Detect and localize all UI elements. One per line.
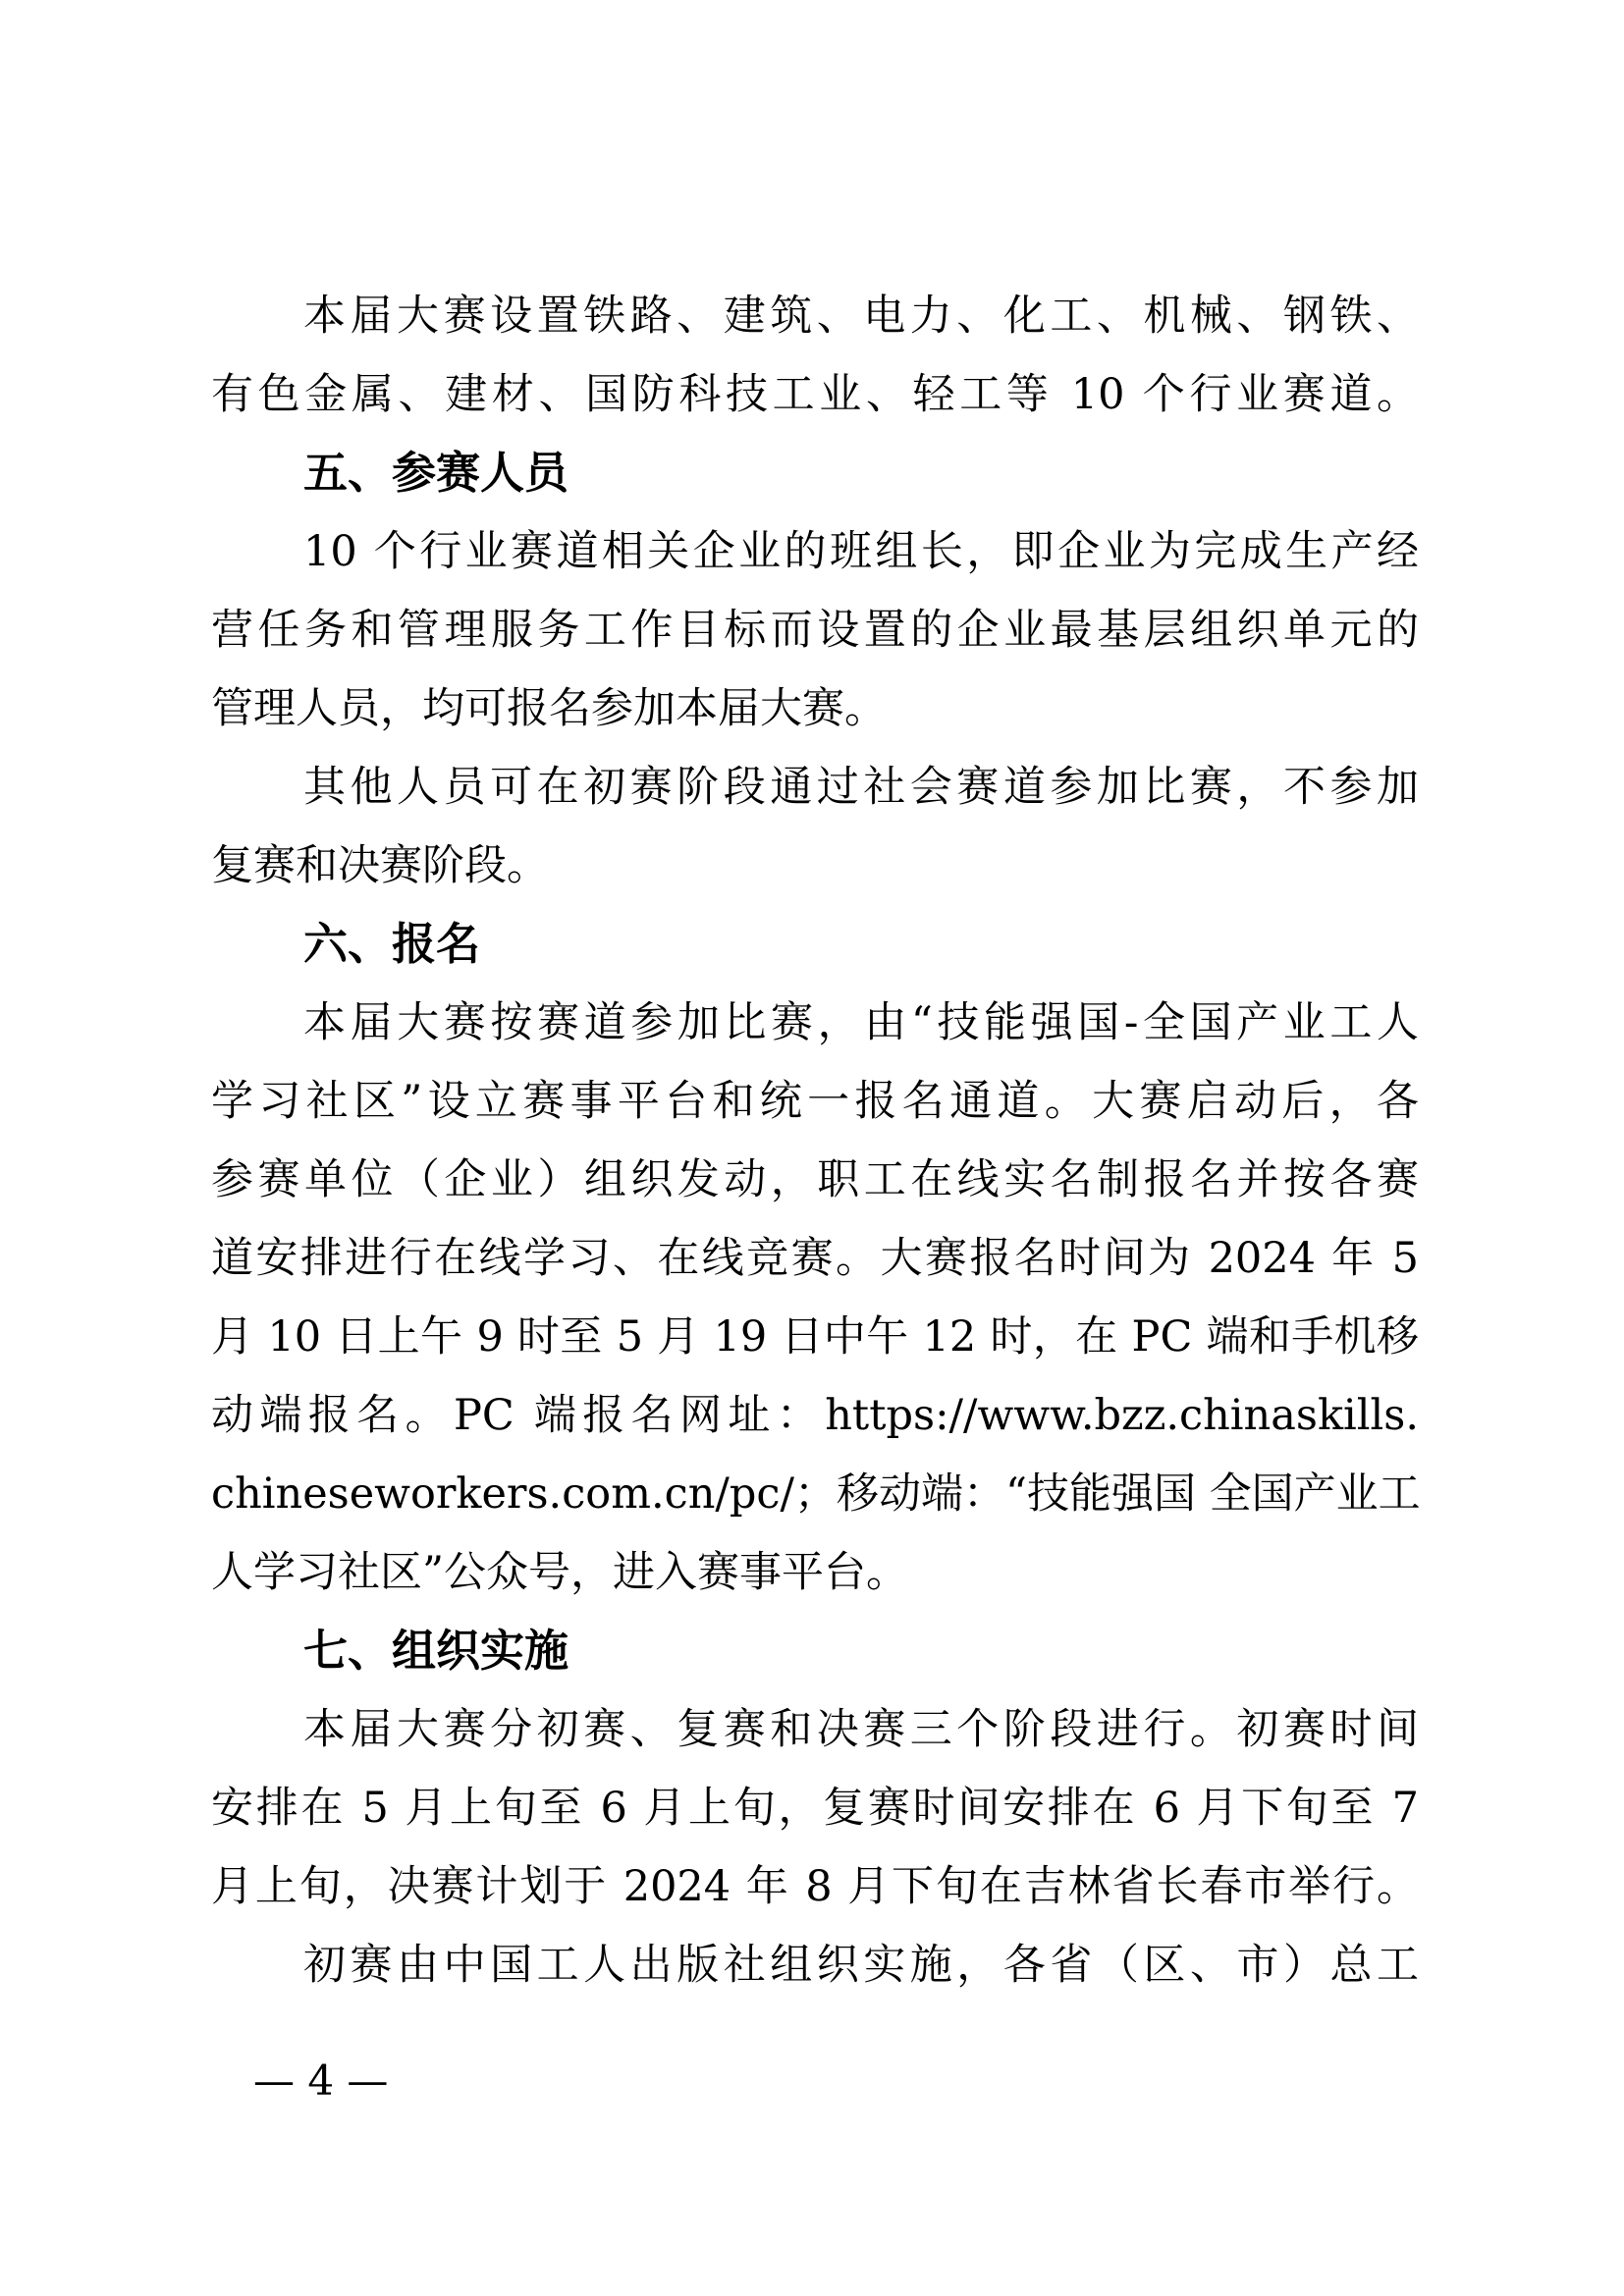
s6-p1-line5: 月 10 日上午 9 时至 5 月 19 日中午 12 时，在 PC 端和手机移	[211, 1312, 1419, 1362]
s5-p1-line1: 10 个行业赛道相关企业的班组长，即企业为完成生产经	[303, 527, 1419, 576]
s7-p1-line3: 月上旬，决赛计划于 2024 年 8 月下旬在吉林省长春市举行。	[211, 1862, 1419, 1911]
s4-p1-line2: 有色金属、建材、国防科技工业、轻工等 10 个行业赛道。	[211, 370, 1419, 419]
s7-p2-line1: 初赛由中国工人出版社组织实施，各省（区、市）总工	[303, 1941, 1419, 1990]
document-page	[211, 0, 1419, 2296]
s5-p1-line2: 营任务和管理服务工作目标而设置的企业最基层组织单元的	[211, 606, 1419, 655]
s5-p1-line3: 管理人员，均可报名参加本届大赛。	[211, 684, 887, 733]
s6-p1-line8: 人学习社区”公众号，进入赛事平台。	[211, 1548, 908, 1597]
s6-p1-line7: chineseworkers.com.cn/pc/；移动端：“技能强国 全国产业工	[211, 1469, 1421, 1519]
s6-p1-line3: 参赛单位（企业）组织发动，职工在线实名制报名并按各赛	[211, 1155, 1419, 1204]
s5-p2-line1: 其他人员可在初赛阶段通过社会赛道参加比赛，不参加	[303, 763, 1419, 812]
page-number: — 4 —	[253, 2056, 389, 2105]
section-heading-5: 五、参赛人员	[303, 447, 569, 499]
s7-p1-line1: 本届大赛分初赛、复赛和决赛三个阶段进行。初赛时间	[303, 1705, 1419, 1754]
s6-p1-line6: 动端报名。PC 端报名网址：https://www.bzz.chinaskills.	[211, 1391, 1419, 1440]
s4-p1-line1: 本届大赛设置铁路、建筑、电力、化工、机械、钢铁、	[303, 292, 1419, 341]
section-heading-6: 六、报名	[303, 918, 481, 970]
s6-p1-line2: 学习社区”设立赛事平台和统一报名通道。大赛启动后，各	[211, 1077, 1419, 1126]
s6-p1-line1: 本届大赛按赛道参加比赛，由“技能强国-全国产业工人	[303, 998, 1419, 1047]
s5-p2-line2: 复赛和决赛阶段。	[211, 841, 549, 890]
section-heading-7: 七、组织实施	[303, 1625, 569, 1677]
s7-p1-line2: 安排在 5 月上旬至 6 月上旬，复赛时间安排在 6 月下旬至 7	[211, 1784, 1419, 1833]
s6-p1-line4: 道安排进行在线学习、在线竞赛。大赛报名时间为 2024 年 5	[211, 1234, 1419, 1283]
